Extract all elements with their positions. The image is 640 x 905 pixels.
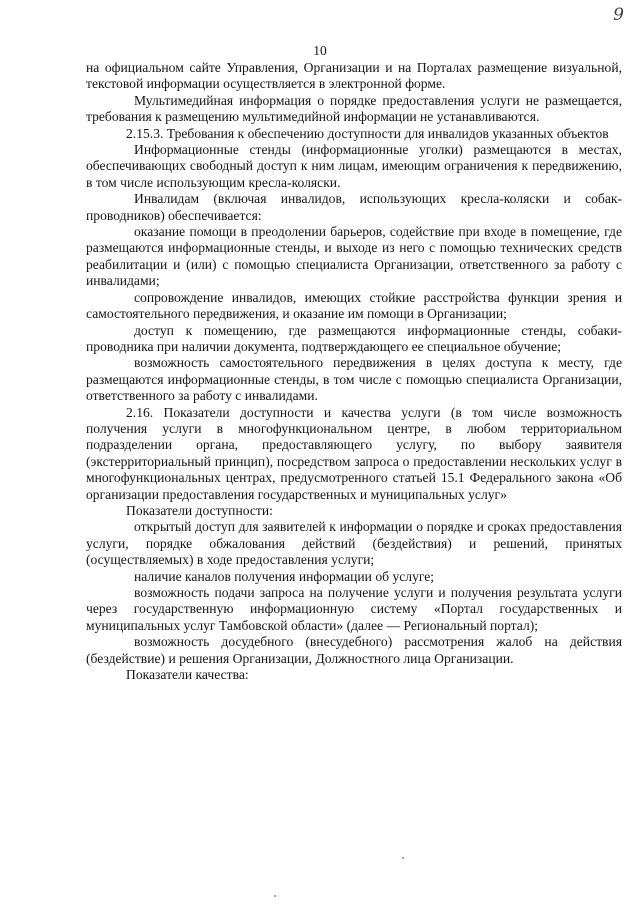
paragraph: Инвалидам (включая инвалидов, использующих кресла-коляски и собак-проводников) обеспечивается: <box>86 191 622 223</box>
paragraph: на официальном сайте Управления, Организации и на Порталах размещение визуальной, текстовой информации осуществляется в электронной форме. <box>86 60 622 92</box>
list-item: оказание помощи в преодолении барьеров, содействие при входе в помещение, где размещаются информационные стенды, и выходе из него с помощью технических средств реабилитации и (или) с помощью специалиста Организации, ответственного за работу с инвалидами; <box>86 224 622 289</box>
list-item: наличие каналов получения информации об услуге; <box>134 568 435 584</box>
scan-speck <box>402 857 404 859</box>
list-item: открытый доступ для заявителей к информации о порядке и сроках предоставления услуги, порядке обжалования действий (бездействия) и решений, принятых (осуществляемых) в ходе предоставления услуги; <box>86 519 622 568</box>
scan-speck <box>274 895 276 897</box>
body-text <box>86 60 622 683</box>
list-item: возможность самостоятельного передвижения в целях доступа к месту, где размещаются информационные стенды, в том числе с помощью специалиста Организации, ответственного за работу с инвалидами. <box>86 355 622 404</box>
list-item: сопровождение инвалидов, имеющих стойкие расстройства функции зрения и самостоятельного передвижения, и оказание им помощи в Организации; <box>86 289 622 322</box>
subheading: Показатели качества: <box>126 667 249 683</box>
list-item: возможность подачи запроса на получение услуги и получения результата услуги через государственную информационную систему «Портал государственных и муниципальных услуг Тамбовской области» (далее — Региональный портал); <box>86 585 622 633</box>
subheading: Показатели доступности: <box>126 502 273 518</box>
list-item: доступ к помещению, где размещаются информационные стенды, собаки-проводника при наличии документа, подтверждающего ее специальное обучение; <box>86 322 622 354</box>
paragraph: Мультимедийная информация о порядке предоставления услуги не размещается, требования к размещению мультимедийной информации не устанавливаются. <box>86 92 622 125</box>
section-heading: 2.15.3. Требования к обеспечению доступности для инвалидов указанных объектов <box>126 125 609 141</box>
handwritten-page-number: 9 <box>613 5 624 25</box>
section-heading: 2.16. Показатели доступности и качества услуги (в том числе возможность получения услуги в многофункциональном центре, в любом территориальном подразделении органа, предоставляющего услугу, по выбору заявителя (экстерриториальный принцип), посредством запроса о предоставлении нескольких услуг в многофункциональных центрах, предусмотренного статьей 15.1 Федерального закона «Об организации предоставления государственных и муниципальных услуг» <box>86 404 622 502</box>
list-item: возможность досудебного (внесудебного) рассмотрения жалоб на действия (бездействие) и решения Организации, Должностного лица Организации. <box>86 634 622 666</box>
paragraph: Информационные стенды (информационные уголки) размещаются в местах, обеспечивающих свободный доступ к ним лицам, имеющим ограничения к передвижению, в том числе использующим кресла-коляски. <box>86 142 622 190</box>
page-number: 10 <box>313 43 327 58</box>
